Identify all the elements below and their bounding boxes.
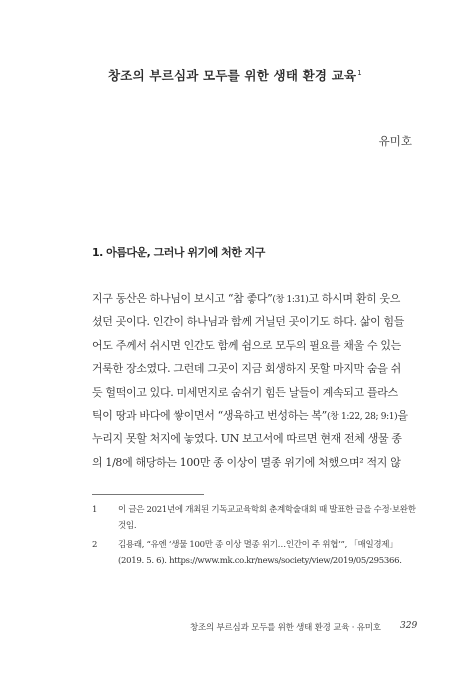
body-line: 지구 동산은 하나님이 보시고 “참 좋다”(창 1:31)고 하시며 환히 웃으 — [92, 292, 401, 305]
article-title — [0, 66, 470, 84]
footnote-2 — [92, 537, 422, 569]
footnote-number: 2 — [92, 540, 98, 550]
body-line: 누리지 못할 처지에 놓였다. UN 보고서에 따르면 현재 전체 생물 종 — [92, 432, 402, 446]
body-line: 틱이 땅과 바다에 쌓이면서 “생육하고 번성하는 복”(창 1:22, 28; 9:1)을 — [92, 408, 408, 422]
body-line: 듯 헐떡이고 있다. 미세먼지로 숨쉬기 힘든 날들이 계속되고 플라스 — [92, 385, 398, 399]
body-line: 어도 주께서 쉬시면 인간도 함께 쉼으로 모두의 필요를 채울 수 있는 — [92, 338, 401, 352]
body-line: 셨던 곳이다. 인간이 하나님과 함께 거닐던 곳이기도 하다. 삶이 힘들 — [92, 315, 405, 329]
footnote-text: 이 글은 2021년에 개최된 기독교교육학회 춘계학술대회 때 발표한 글을 수정·보완한 것임. — [118, 505, 416, 531]
footnote-text: 김용래, “유엔 ‘생물 100만 종 이상 멸종 위기…인간이 주 위협’”, 「매일경제」(2019. 5. 6). https://www.mk.co.kr/news/society/view/2019/05/295366. — [118, 540, 402, 566]
title-footnote-mark: 1 — [357, 68, 362, 77]
page-number: 329 — [400, 621, 418, 631]
author-name: 유미호 — [378, 134, 412, 148]
section-heading: 1. 아름다운, 그러나 위기에 처한 지구 — [92, 246, 265, 259]
article-title-text: 창조의 부르심과 모두를 위한 생태 환경 교육 — [108, 68, 357, 83]
footnote-divider — [92, 494, 204, 495]
footnote-number: 1 — [92, 505, 98, 515]
body-line: 의 1/8에 해당하는 100만 종 이상이 멸종 위기에 처했으며² 적지 않 — [92, 455, 401, 469]
running-header: 창조의 부르심과 모두를 위한 생태 환경 교육 · 유미호 — [190, 623, 381, 633]
footnotes — [92, 502, 422, 572]
footnote-1 — [92, 502, 422, 534]
body-line: 거룩한 장소였다. 그런데 그곳이 지금 회생하지 못할 마지막 숨을 쉬 — [92, 362, 401, 376]
body-paragraph — [92, 287, 418, 474]
